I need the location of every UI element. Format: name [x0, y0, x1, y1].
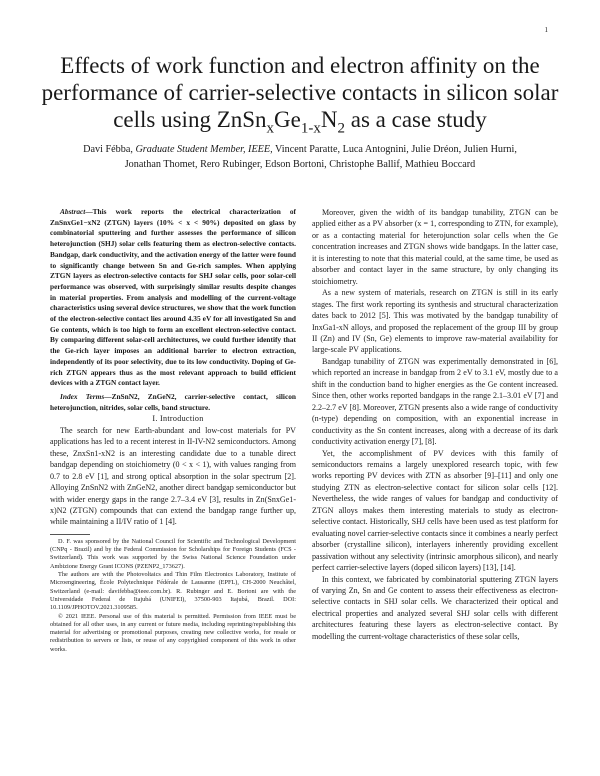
abstract	[50, 207, 296, 389]
page-number: 1	[544, 26, 548, 34]
title-sub-2: 2	[337, 120, 345, 137]
index-terms-label: Index Terms	[60, 391, 105, 401]
paper-title	[40, 52, 560, 143]
body-paragraph: In this context, we fabricated by combinatorial sputtering ZTGN layers of varying Zn, Sn and Ge content to assess their effectiveness as electron-selective contacts in SHJ solar cells. We characterized their optical and electrical properties and analyzed several SHJ solar cells with different architectures featuring these layers as electron-selective contact. By modelling the current-voltage characteristics of these solar cells,	[312, 574, 558, 641]
author-list	[60, 142, 540, 172]
footnote-block	[50, 534, 296, 654]
abstract-text: —This work reports the electrical characterization of ZnSnxGe1−xN2 (ZTGN) layers (10% < x < 90%) deposited on glass by combinatorial sputtering and further assesses the performance of silicon heterojunction (SHJ) solar cells featuring them as electron-selective contacts. Bandgap, dark conductivity, and the activation energy of the latter were found to significantly change between Sn and Ge-rich samples. When applying ZTGN layers as electron-selective contacts for SHJ solar cells, poor solar-cell performance was observed, with surprisingly similar results despite changes in material properties. From analysis and modelling of the current-voltage characteristics using several device structures, we show that the work function of the electron-selective contact lies around 4.35 eV for all investigated Sn and Ge contents, which is too high to form an excellent electron-selective contact. By comparing different solar-cell architectures, we could further identify that the Ge-rich layer imposes an additional barrier to electron extraction, independently of its poor selectivity, due to its low conductivity. Doping of Ge-rich ZTGN appears thus as the most relevant approach to build efficient devices with a ZTGN contact layer.	[50, 207, 296, 388]
title-sub-x: x	[266, 120, 275, 137]
footnote-funding: D. F. was sponsored by the National Council for Scientific and Technological Development (CNPq - Brazil) and by the Federal Commission for Scholarships for Foreign Students (FCS - Switzerland). This work was supported by the Swiss National Science Foundation under Ambizione Energy Grant ICONS (PZENP2_173627).	[50, 537, 296, 570]
body-paragraph: Moreover, given the width of its bandgap tunability, ZTGN can be applied either as a PV absorber (x = 1, corresponding to ZTN, for example), or as a contacting material for heterojunction solar cells when the Ge concentration increases and ZTGN shows wide bandgaps. In the latter case, it is interesting to note that this material could, at the same time, be used as absorber and contact layer in the same structure, by only changing its stoichiometry.	[312, 208, 558, 286]
abstract-label: Abstract	[60, 207, 86, 216]
index-terms-text: —ZnSnN2, ZnGeN2, carrier-selective contact, silicon heterojunction, nitrides, solar cells, band structure.	[50, 391, 296, 412]
left-column	[50, 207, 296, 654]
title-sub-1-x: 1-x	[300, 120, 321, 137]
section-heading-introduction: I. Introduction	[152, 414, 204, 424]
footnote-affiliations: The authors are with the Photovoltaics and Thin Film Electronics Laboratory, Institute of Microengineering, École Polytechnique Fédérale de Lausanne (EPFL), CH-2000 Neuchâtel, Switzerland (e-mail: davifebba@ieee.com.br). R. Rubinger and E. Bortoni are with the Universidade Federal de Itajubá (UNIFEI), 37500-903 Itajubá, Brazil. DOI: 10.1109/JPHOTOV.2021.3109585.	[50, 571, 296, 612]
title-ge: Ge	[274, 107, 301, 132]
index-terms	[50, 392, 296, 413]
footnote-copyright: © 2021 IEEE. Personal use of this material is permitted. Permission from IEEE must be obtained for all other uses, in any current or future media, including reprinting/republishing this material for advertising or promotional purposes, creating new collective works, for resale or redistribution to servers or lists, or reuse of any copyrighted component of this work in other works.	[50, 612, 296, 653]
body-paragraph: As a new system of materials, research on ZTGN is still in its early stages. The first work reporting its synthesis and structural characterization dates back to 2012 [5]. This was motivated by the bandgap tunability of InxGa1-xN alloys, and proposed the replacement of the group III by group II (Zn) and IV (Sn, Ge) elements to improve raw-material availability for large-scale PV applications.	[312, 288, 558, 355]
author-rest-line1: Vincent Paratte, Luca Antognini, Julie Dréon, Julien Hurni,	[275, 144, 517, 155]
author-first: Davi Fébba,	[83, 144, 133, 155]
title-text: Effects of work function and electron affinity on the performance of carrier-selective contacts in silicon solar cells using ZnSn	[41, 53, 559, 132]
footnote-rule	[50, 534, 90, 535]
right-column	[312, 207, 558, 642]
title-n: N	[320, 107, 338, 132]
title-post: as a case study	[345, 107, 487, 132]
intro-paragraph: The search for new Earth-abundant and low-cost materials for PV applications has led to a recent interest in II-IV-N2 semiconductors. Among these, ZnxSn1-xN2 is an interesting candidate due to a tunable direct bandgap depending on stoichiometry (0 < x < 1), with values ranging from 0.7 to 2.8 eV [1], and strong optical absorption in the solar spectrum [2]. Alloying ZnSnN2 with ZnGeN2, another direct bandgap semiconductor but with wider energy gaps in the range 2.7–3.4 eV [3], results in Zn(SnxGe1-x)N2 (ZTGN) compounds that can extend the bandgap range further up, while maintaining a II/IV ratio of 1 [4].	[50, 425, 296, 527]
body-paragraph: Yet, the accomplishment of PV devices with this family of semiconductors remains a largely unexplored research topic, with few works reporting PV devices with ZTN as absorber [9]–[11] and only one studying ZTN as electron-selective contact for silicon solar cells [12]. Nevertheless, the wide ranges of values for bandgap and conductivity of ZTGN alloys makes them interesting materials to study as electron-selective contact. Historically, SHJ cells have been used as test platform for evaluating novel carrier-selective contacts since it combines a nearly perfect absorber (crystalline silicon), interlayers inherently providing excellent passivation without any selectivity (intrinsic amorphous silicon), and nearly perfect carrier-selective layers (doped silicon layers) [13], [14].	[312, 448, 558, 573]
body-paragraph: Bandgap tunability of ZTGN was experimentally demonstrated in [6], which reported an increase in bandgap from 2 eV to 3.1 eV, mostly due to a shift in the conduction band to higher energies as the Ge content increased. Since then, other works reported bandgaps in the range 2.1–3.01 eV [7] and 2.2–2.7 eV [8]. Moreover, ZTGN presents also a wide range of conductivity (n-type) depending on composition, with an exponential increase in conductivity as the Sn content increases, along with a decrease of its dark conductivity activation energy [7], [8].	[312, 356, 558, 447]
author-rest-line2: Jonathan Thomet, Rero Rubinger, Edson Bortoni, Christophe Ballif, Mathieu Boccard	[124, 159, 476, 170]
author-first-affiliation: Graduate Student Member, IEEE,	[135, 144, 273, 155]
